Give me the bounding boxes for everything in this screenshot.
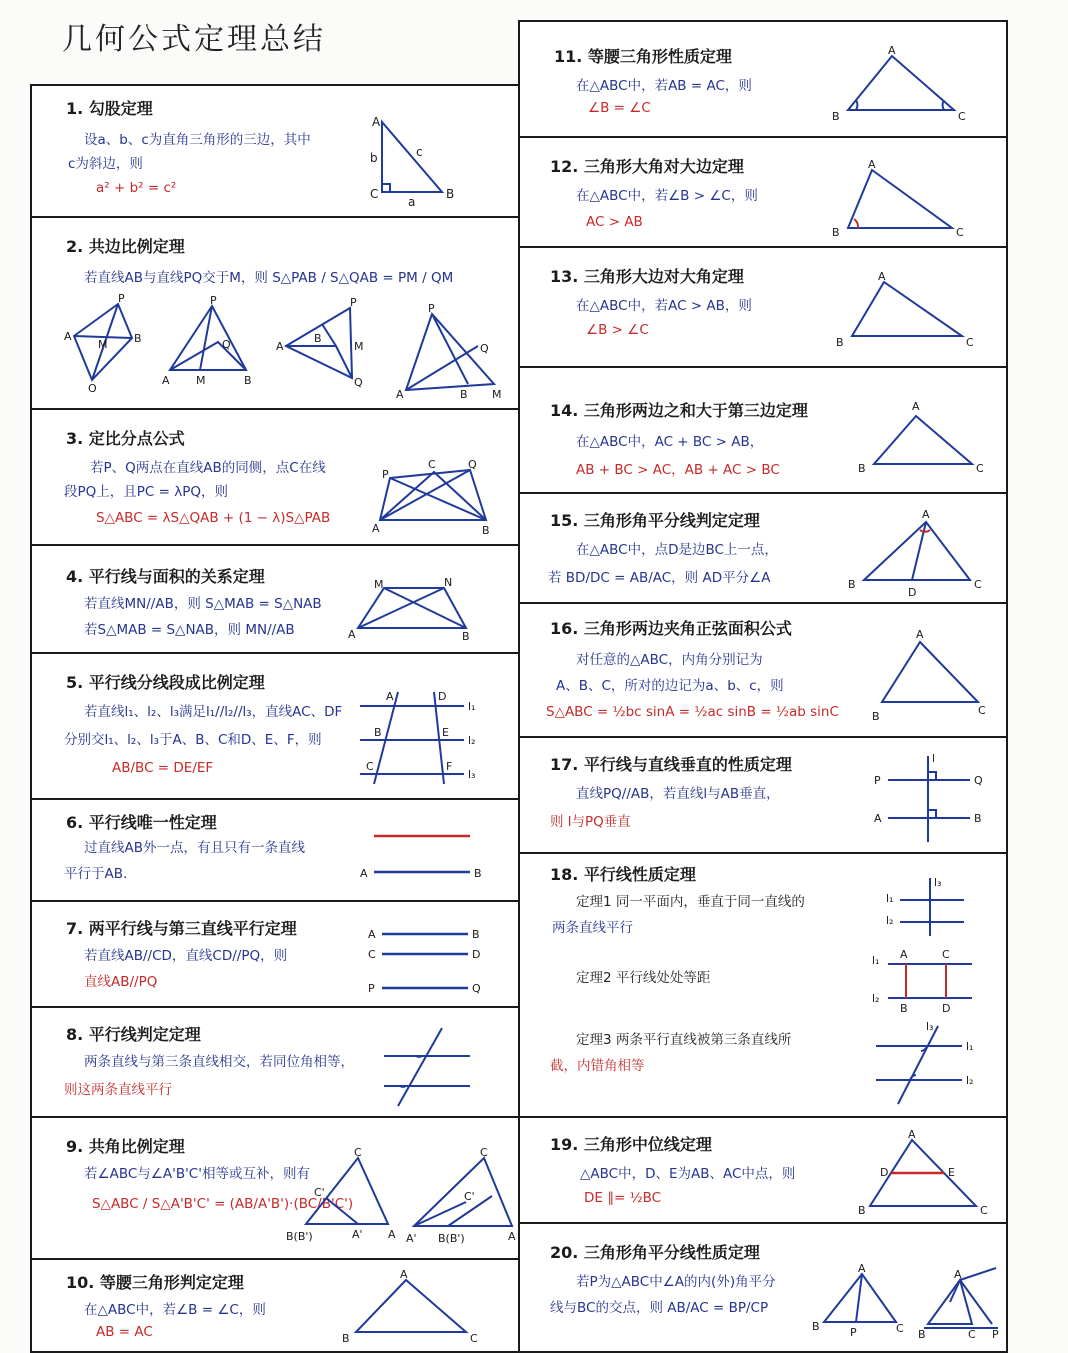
section-title: 10. 等腰三角形判定定理 bbox=[66, 1273, 244, 1292]
page-title: 几何公式定理总结 bbox=[62, 22, 326, 57]
label: A bbox=[908, 1128, 916, 1141]
label: B bbox=[836, 336, 844, 349]
label: C bbox=[966, 336, 974, 349]
label: B bbox=[858, 1204, 866, 1217]
section-title: 5. 平行线分线段成比例定理 bbox=[66, 673, 265, 692]
label: D bbox=[908, 586, 917, 599]
section-formula: S△ABC = λS△QAB + (1 − λ)S△PAB bbox=[96, 510, 331, 526]
section-title: 9. 共角比例定理 bbox=[66, 1137, 185, 1156]
label: l₁ bbox=[468, 700, 476, 713]
label: A bbox=[64, 330, 72, 343]
diagram-triangle-ext bbox=[394, 300, 512, 404]
label: A bbox=[388, 1228, 396, 1241]
section-14 bbox=[518, 366, 1008, 494]
section-title: 15. 三角形角平分线判定定理 bbox=[550, 511, 760, 530]
section-text: 两条直线平行 bbox=[552, 920, 633, 936]
section-17 bbox=[518, 736, 1008, 854]
section-formula: 则这两条直线平行 bbox=[64, 1082, 172, 1098]
label: C bbox=[366, 760, 374, 773]
label: B bbox=[832, 110, 840, 123]
label: A bbox=[508, 1230, 516, 1243]
section-text: 过直线AB外一点，有且只有一条直线 bbox=[84, 840, 305, 856]
label: B bbox=[858, 462, 866, 475]
label: C bbox=[942, 948, 950, 961]
label: l₂ bbox=[872, 992, 880, 1005]
diagram-alternate-angles bbox=[868, 1020, 986, 1112]
label: C bbox=[896, 1322, 904, 1335]
section-11 bbox=[518, 20, 1008, 138]
section-2 bbox=[30, 216, 520, 410]
label: C bbox=[958, 110, 966, 123]
section-title: 2. 共边比例定理 bbox=[66, 237, 185, 256]
section-text: 若直线AB与直线PQ交于M，则 S△PAB / S△QAB = PM / QM bbox=[84, 270, 454, 286]
diagram-midline bbox=[856, 1128, 998, 1218]
section-text: 设a、b、c为直角三角形的三边，其中 bbox=[84, 132, 311, 148]
section-3 bbox=[30, 408, 520, 546]
diagram-big-angle bbox=[822, 156, 976, 240]
section-18 bbox=[518, 852, 1008, 1118]
label: A bbox=[276, 340, 284, 353]
diagram-inner-bisector bbox=[810, 1262, 912, 1342]
label: Q bbox=[468, 458, 477, 471]
section-title: 1. 勾股定理 bbox=[66, 99, 153, 118]
section-text: 定理1 同一平面内，垂直于同一直线的 bbox=[576, 894, 805, 910]
section-title: 19. 三角形中位线定理 bbox=[550, 1135, 712, 1154]
section-text: △ABC中，D、E为AB、AC中点，则 bbox=[580, 1166, 796, 1182]
section-4 bbox=[30, 544, 520, 654]
label: D bbox=[438, 690, 447, 703]
label: A' bbox=[406, 1232, 417, 1245]
section-formula: 直线AB//PQ bbox=[84, 974, 158, 990]
diagram-common-angle-b bbox=[404, 1144, 520, 1248]
label: P bbox=[350, 296, 357, 309]
section-text: 若直线MN//AB，则 S△MAB = S△NAB bbox=[84, 596, 322, 612]
diagram-equal-distance bbox=[866, 942, 986, 1014]
section-formula: AB = AC bbox=[96, 1324, 153, 1340]
label: A bbox=[916, 628, 924, 641]
label: C bbox=[976, 462, 984, 475]
label: A bbox=[878, 270, 886, 283]
label: l₁ bbox=[886, 892, 894, 905]
label: B bbox=[342, 1332, 350, 1345]
label: B bbox=[812, 1320, 820, 1333]
label: A bbox=[348, 628, 356, 641]
section-text: 在△ABC中，AC + BC > AB， bbox=[576, 434, 764, 450]
section-title: 18. 平行线性质定理 bbox=[550, 865, 696, 884]
label: D bbox=[472, 948, 481, 961]
diagram-parallel-lines bbox=[350, 684, 490, 792]
label: C bbox=[978, 704, 986, 717]
label: Q bbox=[222, 338, 231, 351]
label: P bbox=[382, 468, 389, 481]
label: B bbox=[900, 1002, 908, 1014]
label: Q bbox=[354, 376, 363, 389]
section-text: 在△ABC中，若∠B > ∠C，则 bbox=[576, 188, 758, 204]
section-10 bbox=[30, 1258, 520, 1353]
section-text: 若∠ABC与∠A'B'C'相等或互补，则有 bbox=[84, 1166, 310, 1182]
section-text: 线与BC的交点，则 AB/AC = BP/CP bbox=[550, 1300, 769, 1316]
label: C' bbox=[464, 1190, 475, 1203]
label: B bbox=[872, 710, 880, 723]
label: C bbox=[980, 1204, 988, 1217]
section-9 bbox=[30, 1116, 520, 1260]
diagram-perpendicular-parallels bbox=[880, 872, 990, 942]
label: B bbox=[314, 332, 322, 345]
section-formula: 则 l与PQ垂直 bbox=[550, 814, 631, 830]
label: A bbox=[396, 388, 404, 401]
section-20 bbox=[518, 1222, 1008, 1353]
label: A bbox=[868, 158, 876, 171]
label: B bbox=[974, 812, 982, 825]
section-formula: ∠B = ∠C bbox=[588, 100, 651, 116]
label: A bbox=[372, 522, 380, 535]
label: C bbox=[428, 458, 436, 471]
label: B(B') bbox=[286, 1230, 313, 1243]
section-15 bbox=[518, 492, 1008, 604]
section-formula: DE ∥= ½BC bbox=[584, 1190, 662, 1206]
diagram-triangle-sides bbox=[844, 398, 994, 482]
section-text: 在△ABC中，若AB = AC，则 bbox=[576, 78, 752, 94]
section-text: 在△ABC中，若AC > AB，则 bbox=[576, 298, 752, 314]
section-5 bbox=[30, 652, 520, 800]
section-title: 16. 三角形两边夹角正弦面积公式 bbox=[550, 619, 792, 638]
section-formula: AB/BC = DE/EF bbox=[112, 760, 214, 776]
section-text: A、B、C，所对的边记为a、b、c，则 bbox=[556, 678, 784, 694]
label: P bbox=[428, 302, 435, 315]
section-text: 若P、Q两点在直线AB的同侧，点C在线 bbox=[90, 460, 326, 476]
label: P bbox=[874, 774, 881, 787]
label: A bbox=[858, 1262, 866, 1275]
section-title: 6. 平行线唯一性定理 bbox=[66, 813, 217, 832]
label: M bbox=[374, 578, 384, 591]
diagram-isosceles-a bbox=[334, 1268, 494, 1348]
section-title: 11. 等腰三角形性质定理 bbox=[554, 47, 732, 66]
label: C bbox=[470, 1332, 478, 1345]
label: C bbox=[956, 226, 964, 239]
label: F bbox=[446, 760, 453, 773]
label: Q bbox=[480, 342, 489, 355]
section-text: 分别交l₁、l₂、l₃于A、B、C和D、E、F，则 bbox=[64, 732, 322, 748]
label: M bbox=[98, 338, 108, 351]
diagram-common-angle-a bbox=[286, 1146, 400, 1246]
section-text: 两条直线与第三条直线相交，若同位角相等， bbox=[84, 1054, 354, 1070]
section-7 bbox=[30, 900, 520, 1008]
label: l₂ bbox=[468, 734, 476, 747]
label: E bbox=[948, 1166, 955, 1179]
section-formula: a² + b² = c² bbox=[96, 180, 177, 196]
label: Q bbox=[88, 382, 97, 392]
label: D bbox=[880, 1166, 889, 1179]
section-title: 14. 三角形两边之和大于第三边定理 bbox=[550, 401, 808, 420]
section-19 bbox=[518, 1116, 1008, 1224]
label: A' bbox=[352, 1228, 363, 1241]
section-text: 定理2 平行线处处等距 bbox=[576, 970, 711, 986]
section-text: 若直线AB//CD，直线CD//PQ，则 bbox=[84, 948, 288, 964]
label: A bbox=[922, 508, 930, 521]
label: B bbox=[374, 726, 382, 739]
label: B bbox=[832, 226, 840, 239]
section-text: 若S△MAB = S△NAB，则 MN//AB bbox=[84, 622, 295, 638]
label: A bbox=[888, 44, 896, 57]
label: A bbox=[360, 867, 368, 880]
label: l bbox=[932, 752, 936, 765]
section-title: 13. 三角形大边对大角定理 bbox=[550, 267, 744, 286]
section-13 bbox=[518, 246, 1008, 368]
diagram-three-parallels bbox=[362, 922, 492, 1002]
section-text: 若 BD/DC = AB/AC，则 AD平分∠A bbox=[548, 570, 771, 586]
label: P bbox=[850, 1326, 857, 1339]
label: l₁ bbox=[966, 1040, 974, 1053]
section-title: 3. 定比分点公式 bbox=[66, 429, 185, 448]
section-title: 8. 平行线判定定理 bbox=[66, 1025, 201, 1044]
label: C' bbox=[314, 1186, 325, 1199]
section-formula: S△ABC / S△A'B'C' = (AB/A'B')·(BC/B'C') bbox=[92, 1196, 354, 1212]
section-text: 若直线l₁、l₂、l₃满足l₁//l₂//l₃，直线AC、DF bbox=[84, 704, 343, 720]
section-formula: S△ABC = ½bc sinA = ½ac sinB = ½ab sinC bbox=[546, 704, 839, 720]
label: A bbox=[900, 948, 908, 961]
section-formula: AB + BC > AC，AB + AC > BC bbox=[576, 462, 780, 478]
diagram-section-point bbox=[372, 458, 498, 540]
label: E bbox=[442, 726, 449, 739]
diagram-perpendicular bbox=[866, 748, 996, 848]
label: l₃ bbox=[468, 768, 476, 781]
label: B bbox=[848, 578, 856, 591]
diagram-corresponding-angles bbox=[378, 1022, 488, 1112]
label: l₁ bbox=[872, 954, 880, 967]
diagram-right-triangle bbox=[362, 108, 472, 208]
label: A bbox=[912, 400, 920, 413]
label: B(B') bbox=[438, 1232, 465, 1245]
label: N bbox=[444, 576, 453, 589]
label: a bbox=[408, 195, 416, 208]
label: D bbox=[942, 1002, 951, 1014]
section-text: 若P为△ABC中∠A的内(外)角平分 bbox=[576, 1274, 776, 1290]
label: B bbox=[918, 1328, 926, 1341]
diagram-outer-bisector bbox=[914, 1266, 1006, 1342]
label: B bbox=[482, 524, 490, 537]
label: C bbox=[354, 1146, 362, 1159]
label: C bbox=[370, 187, 379, 201]
label: A bbox=[954, 1268, 962, 1281]
label: B bbox=[134, 332, 142, 345]
label: C bbox=[480, 1146, 488, 1159]
section-1 bbox=[30, 84, 520, 218]
label: b bbox=[370, 151, 378, 165]
section-text: 在△ABC中，若∠B = ∠C，则 bbox=[84, 1302, 266, 1318]
label: l₂ bbox=[886, 914, 894, 927]
diagram-trapezoid bbox=[348, 576, 478, 644]
label: B bbox=[474, 867, 482, 880]
section-text: 段PQ上，且PC = λPQ，则 bbox=[64, 484, 228, 500]
label: Q bbox=[974, 774, 983, 787]
label: M bbox=[492, 388, 502, 401]
label: A bbox=[386, 690, 394, 703]
section-text: 定理3 两条平行直线被第三条直线所 bbox=[576, 1032, 792, 1048]
section-12 bbox=[518, 136, 1008, 248]
label: A bbox=[372, 115, 381, 129]
section-16 bbox=[518, 602, 1008, 738]
label: M bbox=[354, 340, 364, 353]
section-text: 平行于AB. bbox=[64, 866, 128, 882]
section-text: 在△ABC中，点D是边BC上一点， bbox=[576, 542, 778, 558]
label: l₃ bbox=[934, 876, 942, 889]
diagram-triangle-inner bbox=[160, 294, 260, 394]
label: B bbox=[244, 374, 252, 387]
section-title: 4. 平行线与面积的关系定理 bbox=[66, 567, 265, 586]
label: C bbox=[968, 1328, 976, 1341]
section-title: 12. 三角形大角对大边定理 bbox=[550, 157, 744, 176]
label: P bbox=[992, 1328, 999, 1341]
label: l₃ bbox=[926, 1020, 934, 1033]
label: B bbox=[460, 388, 468, 401]
section-formula: AC > AB bbox=[586, 214, 643, 230]
label: A bbox=[162, 374, 170, 387]
section-text: c为斜边，则 bbox=[68, 156, 143, 172]
diagram-sine-area bbox=[866, 626, 996, 726]
label: A bbox=[368, 928, 376, 941]
label: A bbox=[400, 1268, 408, 1281]
diagram-big-side bbox=[822, 266, 982, 356]
label: P bbox=[368, 982, 375, 995]
section-6 bbox=[30, 798, 520, 902]
section-title: 20. 三角形角平分线性质定理 bbox=[550, 1243, 760, 1262]
label: B bbox=[472, 928, 480, 941]
diagram-unique-parallel bbox=[352, 824, 492, 890]
label: P bbox=[210, 294, 217, 307]
label: C bbox=[974, 578, 982, 591]
diagram-triangle-cross bbox=[274, 294, 374, 394]
section-text: 直线PQ//AB，若直线l与AB垂直， bbox=[576, 786, 780, 802]
label: c bbox=[416, 145, 423, 159]
section-formula: 截，内错角相等 bbox=[550, 1058, 645, 1074]
label: l₂ bbox=[966, 1074, 974, 1087]
section-title: 17. 平行线与直线垂直的性质定理 bbox=[550, 755, 792, 774]
diagram-isosceles-b bbox=[826, 42, 976, 126]
label: M bbox=[196, 374, 206, 387]
diagram-quad bbox=[62, 292, 152, 392]
section-text: 对任意的△ABC，内角分别记为 bbox=[576, 652, 763, 668]
section-formula: ∠B > ∠C bbox=[586, 322, 649, 338]
label: P bbox=[118, 292, 125, 305]
label: B bbox=[462, 630, 470, 643]
label: B bbox=[446, 187, 455, 201]
label: Q bbox=[472, 982, 481, 995]
section-8 bbox=[30, 1006, 520, 1118]
section-title: 7. 两平行线与第三直线平行定理 bbox=[66, 919, 297, 938]
diagram-angle-bisector bbox=[838, 506, 994, 600]
label: A bbox=[874, 812, 882, 825]
label: C bbox=[368, 948, 376, 961]
